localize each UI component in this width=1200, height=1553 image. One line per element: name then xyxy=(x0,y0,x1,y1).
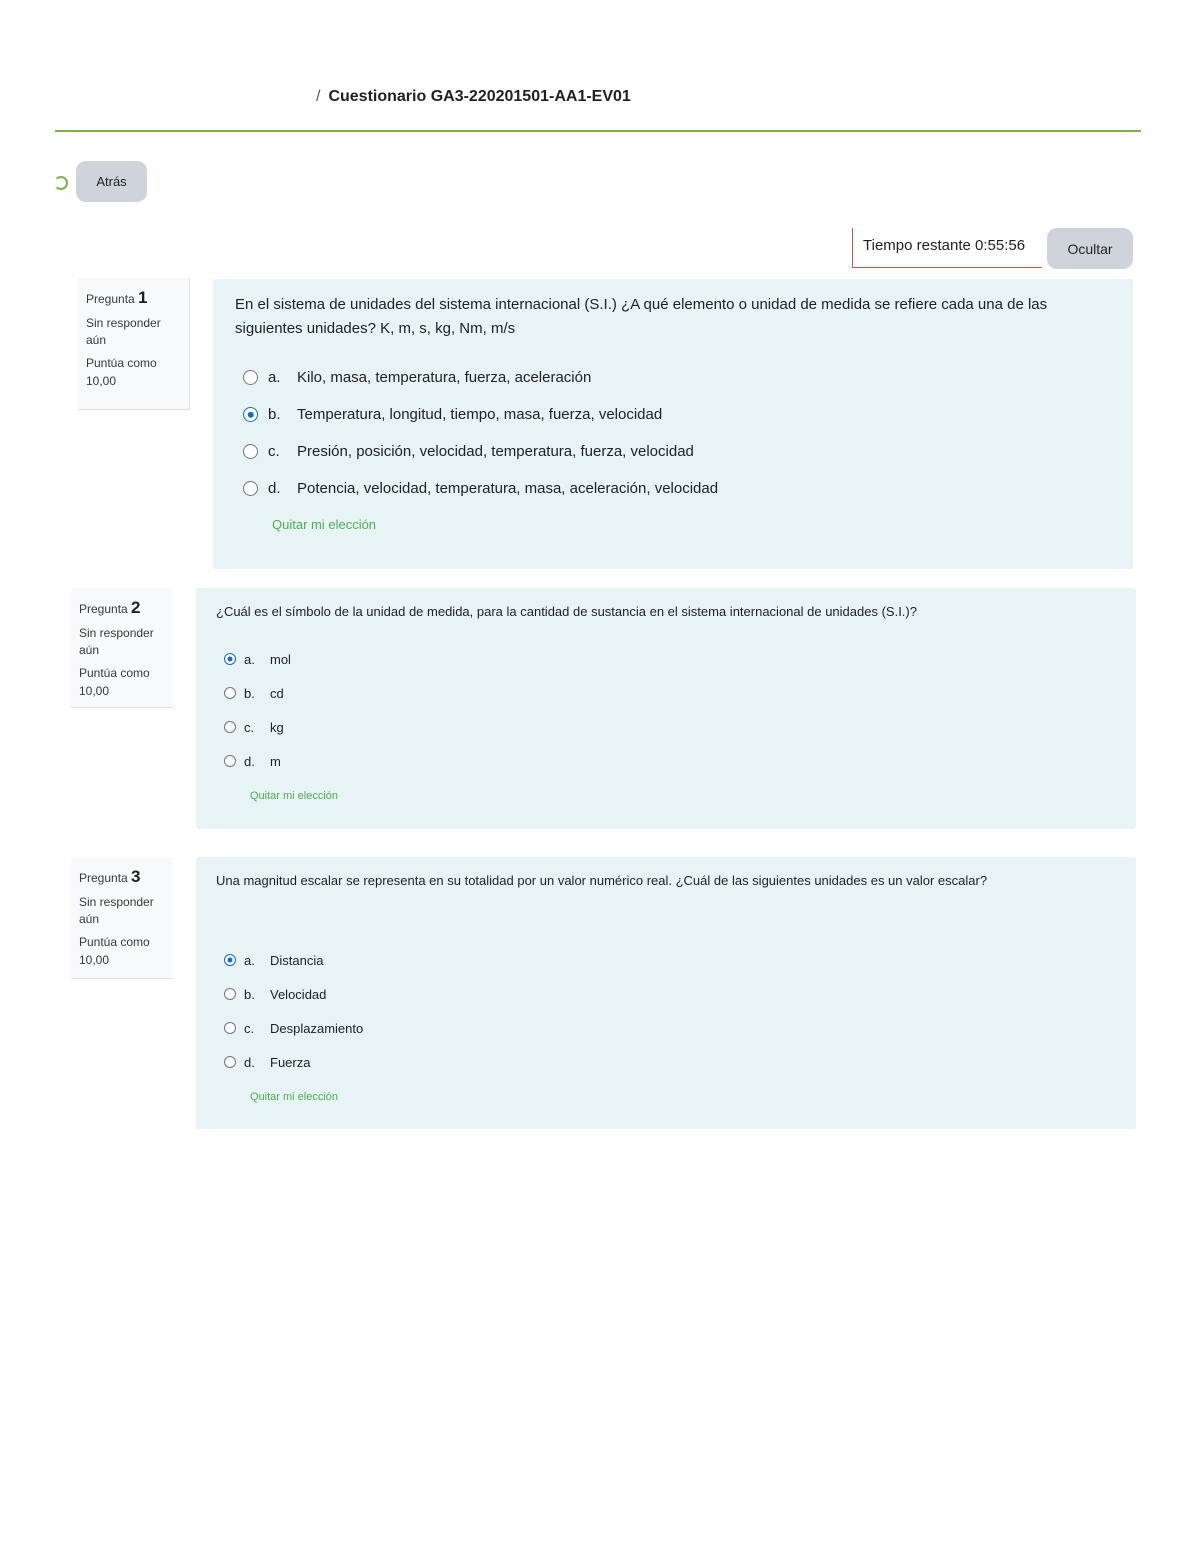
radio-icon[interactable] xyxy=(224,988,236,1000)
option-text: Temperatura, longitud, tiempo, masa, fuerza, velocidad xyxy=(297,406,663,423)
breadcrumb-separator: / xyxy=(316,88,321,105)
option-letter: c. xyxy=(244,1020,255,1036)
time-remaining: Tiempo restante 0:55:56 xyxy=(852,228,1042,268)
answer-option-b[interactable] xyxy=(224,676,1116,710)
radio-selected-icon[interactable] xyxy=(243,407,258,422)
answer-option-a[interactable] xyxy=(224,943,1116,977)
option-text: Presión, posición, velocidad, temperatura, fuerza, velocidad xyxy=(297,443,694,460)
question-state: Sin responder aún xyxy=(86,315,161,348)
answer-option-b[interactable] xyxy=(224,977,1116,1011)
answer-option-c[interactable] xyxy=(224,710,1116,744)
radio-icon[interactable] xyxy=(243,370,258,385)
option-text: cd xyxy=(270,685,284,701)
question-content xyxy=(196,588,1136,829)
question-text: En el sistema de unidades del sistema internacional (S.I.) ¿A qué elemento o unidad de medida se refiere cada una de las siguientes unidades? K, m, s, kg, Nm, m/s xyxy=(235,296,1048,337)
option-letter: a. xyxy=(244,651,255,667)
question-state: Sin responder aún xyxy=(79,625,154,658)
breadcrumb xyxy=(316,88,631,106)
option-text: m xyxy=(270,753,281,769)
hide-timer-button[interactable]: Ocultar xyxy=(1047,228,1133,269)
answer-option-c[interactable] xyxy=(224,1011,1116,1045)
option-text: Fuerza xyxy=(270,1054,311,1070)
question-text: ¿Cuál es el símbolo de la unidad de medida, para la cantidad de sustancia en el sistema internacional de unidades (S.I.)? xyxy=(216,604,917,619)
clear-choice-link[interactable]: Quitar mi elección xyxy=(272,517,377,532)
answer-options xyxy=(243,359,1111,507)
option-text: kg xyxy=(270,719,284,735)
radio-icon[interactable] xyxy=(224,755,236,767)
question-grade: Puntúa como 10,00 xyxy=(79,935,150,967)
option-text: mol xyxy=(270,651,291,667)
option-text: Velocidad xyxy=(270,986,327,1002)
question-state: Sin responder aún xyxy=(79,894,154,927)
option-letter: b. xyxy=(268,406,281,423)
option-letter: b. xyxy=(244,685,255,701)
answer-option-d[interactable] xyxy=(224,744,1116,778)
answer-option-a[interactable] xyxy=(243,359,1111,396)
answer-options xyxy=(224,943,1116,1079)
page-title[interactable]: Cuestionario GA3-220201501-AA1-EV01 xyxy=(328,88,631,105)
answer-option-c[interactable] xyxy=(243,433,1111,470)
option-letter: a. xyxy=(268,369,281,386)
answer-option-a[interactable] xyxy=(224,642,1116,676)
question-content xyxy=(196,857,1136,1129)
question-info xyxy=(71,588,173,708)
option-letter: a. xyxy=(244,952,255,968)
question-content xyxy=(213,279,1133,569)
question-text: Una magnitud escalar se representa en su totalidad por un valor numérico real. ¿Cuál de las siguientes unidades es un valor escalar? xyxy=(216,873,988,888)
question-number: Pregunta 1 xyxy=(86,288,148,307)
radio-icon[interactable] xyxy=(224,1022,236,1034)
option-text: Desplazamiento xyxy=(270,1020,364,1036)
answer-option-d[interactable] xyxy=(224,1045,1116,1079)
clear-choice-link[interactable]: Quitar mi elección xyxy=(250,790,339,802)
radio-icon[interactable] xyxy=(243,481,258,496)
option-letter: c. xyxy=(244,719,255,735)
radio-icon[interactable] xyxy=(224,687,236,699)
question-number: Pregunta 2 xyxy=(79,598,141,617)
answer-option-b[interactable] xyxy=(243,396,1111,433)
question-grade: Puntúa como 10,00 xyxy=(79,666,150,698)
answer-options xyxy=(224,642,1116,778)
option-text: Distancia xyxy=(270,952,324,968)
header-divider xyxy=(55,130,1141,132)
option-letter: b. xyxy=(244,986,255,1002)
option-letter: d. xyxy=(268,480,281,497)
answer-option-d[interactable] xyxy=(243,470,1111,507)
loading-spinner-icon xyxy=(54,176,68,190)
question-info xyxy=(71,857,173,979)
clear-choice-link[interactable]: Quitar mi elección xyxy=(250,1091,339,1103)
option-letter: c. xyxy=(268,443,280,460)
question-info xyxy=(78,278,190,410)
radio-icon[interactable] xyxy=(224,721,236,733)
question-number: Pregunta 3 xyxy=(79,867,141,886)
question-grade: Puntúa como 10,00 xyxy=(86,356,157,388)
radio-selected-icon[interactable] xyxy=(224,954,236,966)
option-text: Potencia, velocidad, temperatura, masa, aceleración, velocidad xyxy=(297,480,719,497)
radio-icon[interactable] xyxy=(243,444,258,459)
option-text: Kilo, masa, temperatura, fuerza, aceleración xyxy=(297,369,592,386)
option-letter: d. xyxy=(244,1054,255,1070)
option-letter: d. xyxy=(244,753,255,769)
back-button[interactable]: Atrás xyxy=(76,161,147,202)
radio-selected-icon[interactable] xyxy=(224,653,236,665)
radio-icon[interactable] xyxy=(224,1056,236,1068)
